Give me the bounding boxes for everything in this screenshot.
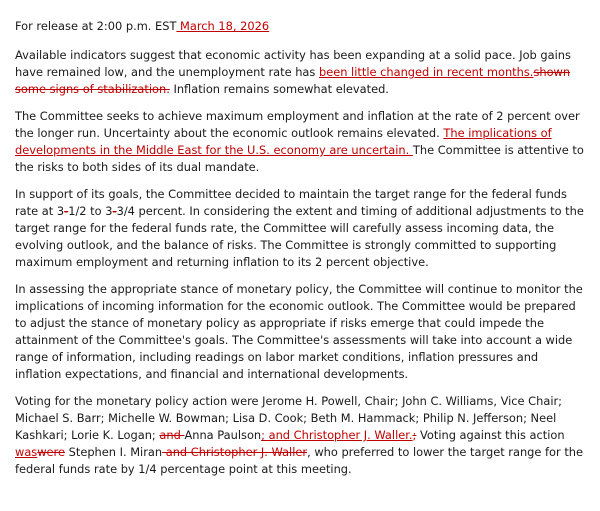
text-run: The Committee is attentive to the risks to both sides of its dual mandate. bbox=[15, 143, 584, 174]
inserted-text: The implications of developments in the Middle East for the U.S. economy are uncertain. bbox=[15, 126, 552, 157]
text-run: , who preferred to lower the target range for the federal funds rate by 1/4 percentage point at this meeting. bbox=[15, 445, 584, 476]
deleted-text: shown some signs of stabilization. bbox=[15, 65, 571, 96]
text-run: Available indicators suggest that economic activity has been expanding at a solid pace. Job gains have remained low, and the unemployment rate has bbox=[15, 48, 571, 79]
inserted-text: was bbox=[15, 445, 38, 459]
paragraph-committee-goals bbox=[15, 108, 586, 176]
text-run: Anna Paulson bbox=[184, 428, 262, 442]
deleted-text: and bbox=[159, 428, 185, 442]
release-prefix: For release at 2:00 p.m. EST bbox=[15, 19, 177, 33]
deleted-text: and Christopher J. Waller bbox=[162, 445, 308, 459]
paragraph-policy-stance bbox=[15, 281, 586, 383]
text-run: 1/2 to 3 bbox=[68, 204, 113, 218]
deleted-text: ; bbox=[412, 428, 417, 442]
paragraph-target-range bbox=[15, 186, 586, 271]
inserted-release-date: March 18, 2026 bbox=[176, 19, 270, 33]
text-run: Voting for the monetary policy action were Jerome H. Powell, Chair; John C. Williams, Vice Chair; Michael S. Barr; Michelle W. Bowman; Lisa D. Cook; Beth M. Hammack; Philip N. Jefferson; Neel Kashkari; Lorie K. Logan; bbox=[15, 394, 563, 442]
deleted-text: were bbox=[37, 445, 65, 459]
deleted-text: - bbox=[64, 204, 69, 218]
deleted-text: - bbox=[112, 204, 117, 218]
text-run: In support of its goals, the Committee decided to maintain the target range for the federal funds rate at 3 bbox=[15, 187, 567, 218]
text-run: 3/4 percent. In considering the extent and timing of additional adjustments to the target range for the federal funds rate, the Committee will carefully assess incoming data, the evolving outlook, and the balance of risks. The Committee is strongly committed to supporting maximum employment and returning inflation to its 2 percent objective. bbox=[15, 204, 584, 269]
release-line bbox=[15, 18, 586, 35]
text-run: Voting against this action bbox=[416, 428, 565, 442]
inserted-text: been little changed in recent months. bbox=[318, 65, 534, 79]
text-run: Inflation remains somewhat elevated. bbox=[169, 82, 389, 96]
text-run: Stephen I. Miran bbox=[65, 445, 163, 459]
text-run: The Committee seeks to achieve maximum employment and inflation at the rate of 2 percent over the longer run. Uncertainty about the economic outlook remains elevated. bbox=[15, 109, 580, 140]
inserted-text: ; and Christopher J. Waller. bbox=[261, 428, 413, 442]
text-run: In assessing the appropriate stance of monetary policy, the Committee will continue to monitor the implications of incoming information for the economic outlook. The Committee would be prepared to adjust the stance of monetary policy as appropriate if risks emerge that could impede the attainment of the Committee's goals. The Committee's assessments will take into account a wide range of information, including readings on labor market conditions, inflation pressures and inflation expectations, and financial and international developments. bbox=[15, 282, 583, 381]
paragraph-economic-activity bbox=[15, 47, 586, 98]
paragraph-voting bbox=[15, 393, 586, 478]
